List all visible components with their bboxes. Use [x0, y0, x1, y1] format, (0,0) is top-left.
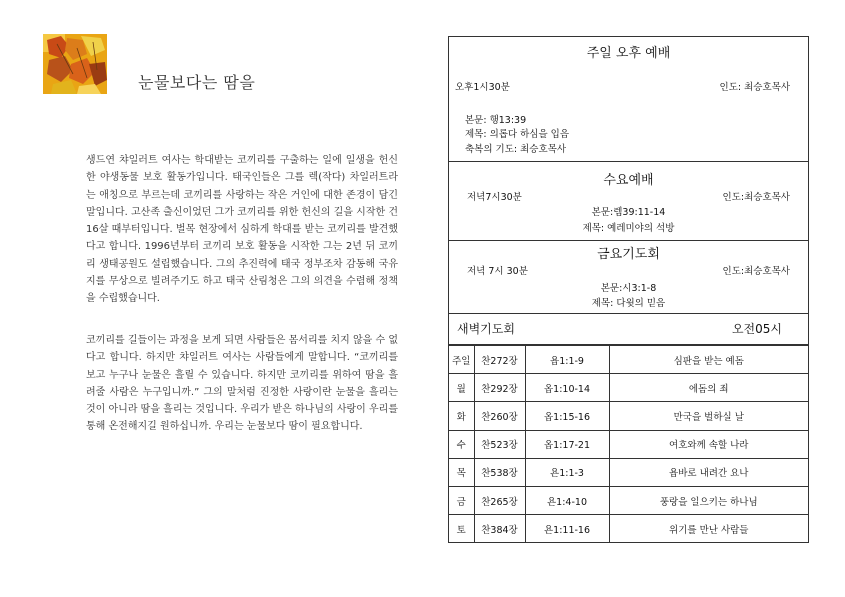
friday-service-time: 저녁 7시 30분 — [467, 266, 528, 277]
hymn-cell: 찬272장 — [474, 346, 525, 374]
topic-cell: 여호와께 속할 나라 — [609, 430, 808, 458]
topic-cell: 풍랑을 일으키는 하나님 — [609, 486, 808, 514]
passage-cell: 욥1:1-9 — [525, 346, 609, 374]
day-cell: 금 — [449, 486, 474, 514]
table-row — [449, 486, 808, 514]
table-row — [449, 430, 808, 458]
hymn-cell: 찬260장 — [474, 402, 525, 430]
friday-scripture: 본문:시3:1-8 — [600, 283, 657, 294]
sunday-service-section — [449, 37, 808, 162]
article-paragraph-2: 코끼리를 길들이는 과정을 보게 되면 사람들은 몸서리를 치지 않을 수 없다고 합니다. 하지만 챠일러트 여사는 사람들에게 말합니다. “코끼리를 보고 누구나 눈물은 흘릴 수 있습니다. 하지만 코끼리를 위하여 땀을 흘려줄 사람은 누구입니까.” 그의 말처럼 진정한 사랑이란 눈물을 흘리는 것이 아니라 땀을 흘리는 것입니다. 우리가 받은 하나님의 사랑이 우리를 통해 온전해지길 원하십니까. 우리는 눈물보다 땀이 필요합니다. — [86, 335, 398, 433]
wednesday-service-leader: 인도:최승호목사 — [722, 192, 790, 203]
sunday-sermon-title: 제목: 의롭다 하심을 입음 — [465, 129, 570, 140]
wednesday-service-title: 수요예배 — [603, 173, 654, 188]
table-row — [449, 458, 808, 486]
passage-cell: 욘1:1-3 — [525, 458, 609, 486]
sunday-service-title: 주일 오후 예배 — [586, 46, 671, 61]
wednesday-sermon-title: 제목: 예레미야의 석방 — [582, 223, 675, 234]
topic-cell: 만국을 벌하실 날 — [609, 402, 808, 430]
day-cell: 화 — [449, 402, 474, 430]
friday-sermon-title: 제목: 다윗의 믿음 — [591, 298, 666, 309]
topic-cell: 욥바로 내려간 요나 — [609, 458, 808, 486]
dawn-prayer-header — [449, 314, 808, 345]
friday-service-section — [449, 241, 808, 314]
dawn-prayer-time: 오전05시 — [731, 322, 782, 336]
table-row — [449, 374, 808, 402]
friday-service-title: 금요기도회 — [597, 247, 660, 262]
service-schedule-panel — [448, 36, 809, 543]
passage-cell: 옵1:10-14 — [525, 374, 609, 402]
day-cell: 수 — [449, 430, 474, 458]
passage-cell: 욘1:4-10 — [525, 486, 609, 514]
sunday-service-leader: 인도: 최승호목사 — [719, 82, 790, 93]
hymn-cell: 찬538장 — [474, 458, 525, 486]
hymn-cell: 찬292장 — [474, 374, 525, 402]
sunday-scripture: 본문: 행13:39 — [465, 115, 527, 126]
wednesday-scripture: 본문:렘39:11-14 — [591, 207, 666, 218]
day-cell: 토 — [449, 515, 474, 543]
table-row — [449, 346, 808, 374]
dawn-prayer-table — [449, 345, 808, 542]
table-row — [449, 402, 808, 430]
passage-cell: 욘1:11-16 — [525, 515, 609, 543]
dawn-prayer-title: 새벽기도회 — [457, 322, 515, 336]
article-title: 눈물보다는 땀을 — [138, 73, 256, 92]
wednesday-service-time: 저녁7시30분 — [467, 192, 522, 203]
hymn-cell: 찬384장 — [474, 515, 525, 543]
hymn-cell: 찬265장 — [474, 486, 525, 514]
day-cell: 목 — [449, 458, 474, 486]
table-row — [449, 515, 808, 543]
passage-cell: 옵1:17-21 — [525, 430, 609, 458]
sunday-service-time: 오후1시30분 — [455, 82, 510, 93]
passage-cell: 옵1:15-16 — [525, 402, 609, 430]
hymn-cell: 찬523장 — [474, 430, 525, 458]
sunday-benediction: 축복의 기도: 최승호목사 — [465, 144, 567, 155]
day-cell: 주일 — [449, 346, 474, 374]
article-paragraph-1: 생드연 챠일러트 여사는 학대받는 코끼리를 구출하는 일에 일생을 헌신한 야생동물 보호 활동가입니다. 태국인들은 그를 렉(작다) 차일러트라는 애칭으로 부르는데 코끼리를 사랑하는 작은 거인에 대한 존경이 담긴 말입니다. 고산족 출신이었던 그가 코끼리를 위한 헌신의 길을 시작한 건 16살 때부터입니다. 벌목 현장에서 심하게 학대를 받는 코끼리를 발견했다고 합니다. 1996년부터 코끼리 보호 활동을 시작한 그는 2년 뒤 코끼리 생태공원도 설립했습니다. 그의 추진력에 태국 정부조차 감동해 국유지를 무상으로 빌려주기도 하고 태국 산림청은 그의 의견을 수렴해 정책을 수립했습니다. — [86, 155, 398, 305]
topic-cell: 위기를 만난 사람들 — [609, 515, 808, 543]
topic-cell: 에돔의 죄 — [609, 374, 808, 402]
autumn-leaves-image — [43, 34, 107, 94]
topic-cell: 심판을 받는 예돔 — [609, 346, 808, 374]
day-cell: 월 — [449, 374, 474, 402]
wednesday-service-section — [449, 162, 808, 241]
friday-service-leader: 인도:최승호목사 — [722, 266, 790, 277]
